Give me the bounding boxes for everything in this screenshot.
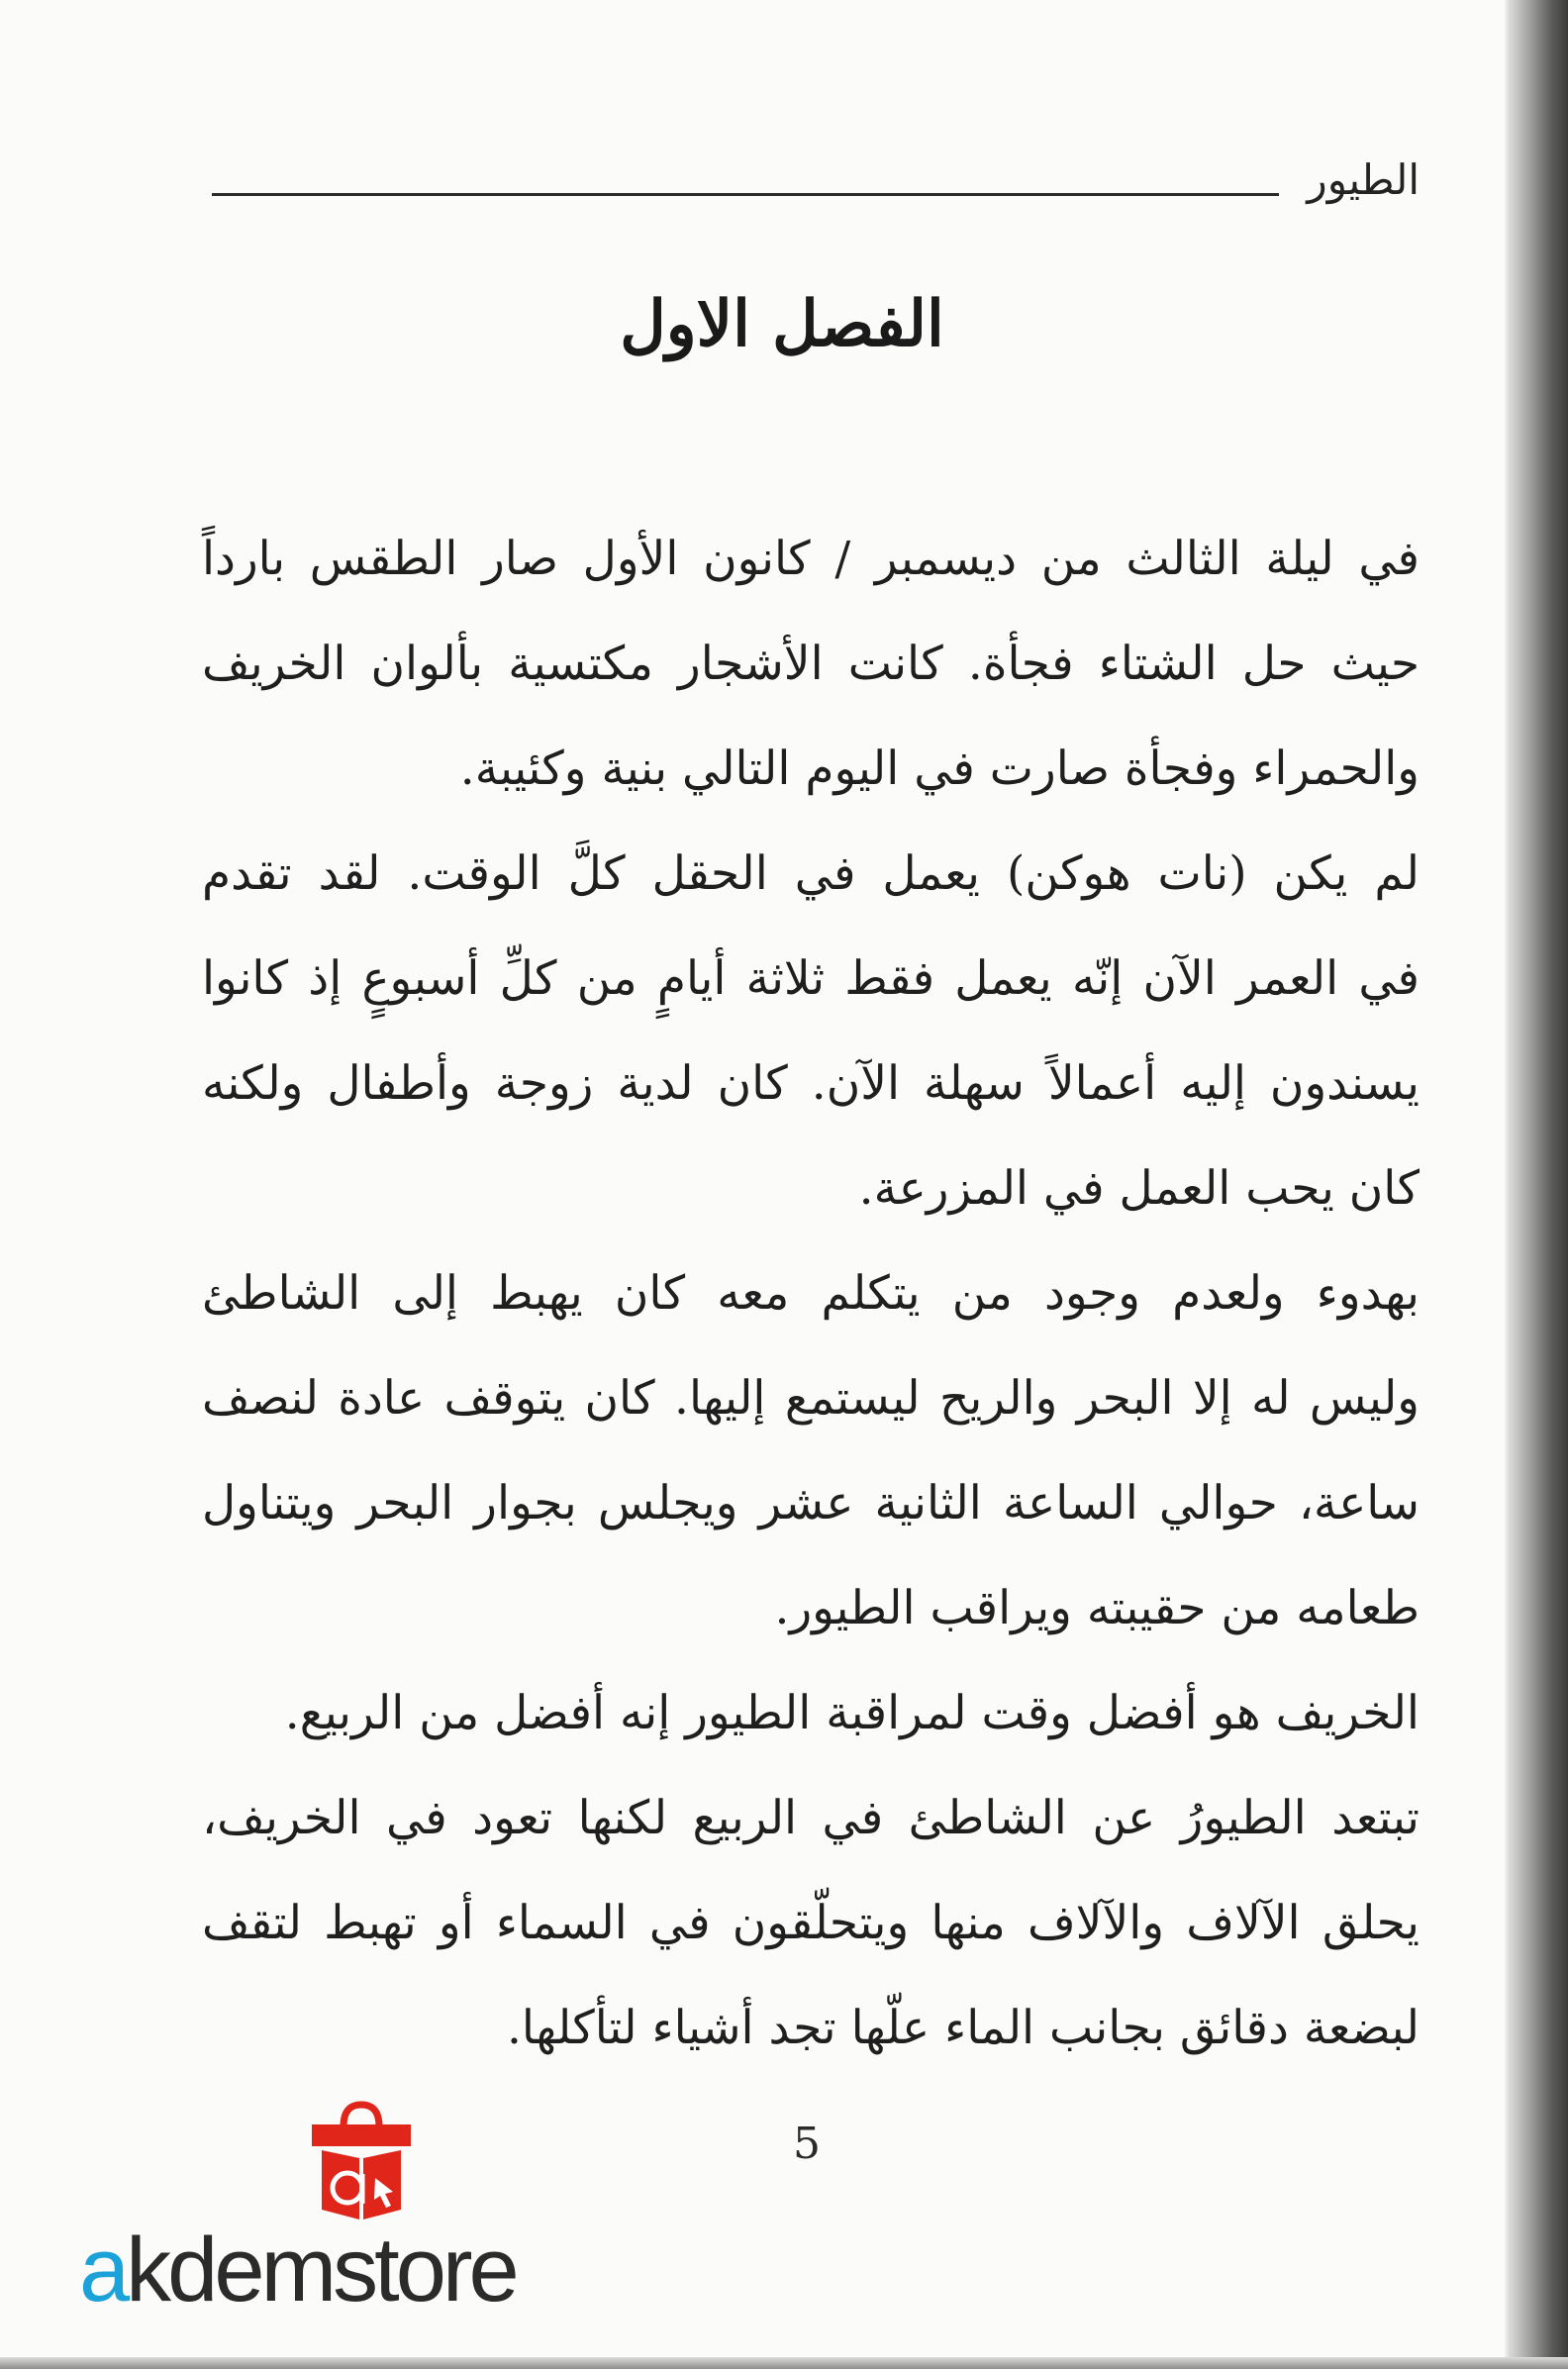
text-line: حيث حل الشتاء فجأة. كانت الأشجار مكتسية بألوان الخريف <box>202 637 1420 691</box>
text-line: في ليلة الثالث من ديسمبر / كانون الأول صار الطقس بارداً <box>202 532 1420 586</box>
text-line: الخريف هو أفضل وقت لمراقبة الطيور إنه أفضل من الربيع. <box>284 1686 1420 1740</box>
text-line: والحمراء وفجأة صارت في اليوم التالي بنية وكئيبة. <box>459 741 1420 796</box>
text-line: لم يكن (نات هوكن) يعمل في الحقل كلَّ الوقت. لقد تقدم <box>202 846 1420 901</box>
shopping-bag-book-icon <box>282 2099 441 2227</box>
brand-rest: kdemstore <box>126 2220 516 2320</box>
page-bottom-edge <box>0 2357 1568 2369</box>
text-line: بهدوء ولعدم وجود من يتكلم معه كان يهبط إلى الشاطئ <box>202 1266 1420 1321</box>
brand-first-letter: a <box>79 2220 127 2320</box>
text-line: ساعة، حوالي الساعة الثانية عشر ويجلس بجوار البحر ويتناول <box>202 1476 1420 1530</box>
body-text <box>202 507 1420 2081</box>
page-number: 5 <box>793 2119 821 2169</box>
text-line: يسندون إليه أعمالاً سهلة الآن. كان لدية زوجة وأطفال ولكنه <box>202 1056 1420 1111</box>
running-title: الطيور <box>1307 155 1420 204</box>
text-line: كان يحب العمل في المزرعة. <box>858 1161 1420 1216</box>
book-spine-shadow <box>1511 0 1568 2369</box>
running-header <box>212 148 1420 208</box>
text-line: يحلق الآلاف والآلاف منها ويتحلّقون في السماء أو تهبط لتقف <box>202 1896 1420 1950</box>
text-line: لبضعة دقائق بجانب الماء علّها تجد أشياء لتأكلها. <box>506 2001 1420 2055</box>
watermark-brand <box>79 2216 516 2324</box>
text-line: وليس له إلا البحر والريح ليستمع إليها. كان يتوقف عادة لنصف <box>202 1371 1420 1426</box>
chapter-title: الفصل الاول <box>620 287 944 361</box>
text-line: في العمر الآن إنّه يعمل فقط ثلاثة أيامٍ من كلِّ أسبوعٍ إذ كانوا <box>202 951 1420 1006</box>
watermark-logo <box>79 2099 614 2326</box>
header-rule <box>212 193 1279 196</box>
text-line: طعامه من حقيبته ويراقب الطيور. <box>774 1581 1420 1635</box>
text-line: تبتعد الطيورُ عن الشاطئ في الربيع لكنها تعود في الخريف، <box>202 1791 1420 1845</box>
